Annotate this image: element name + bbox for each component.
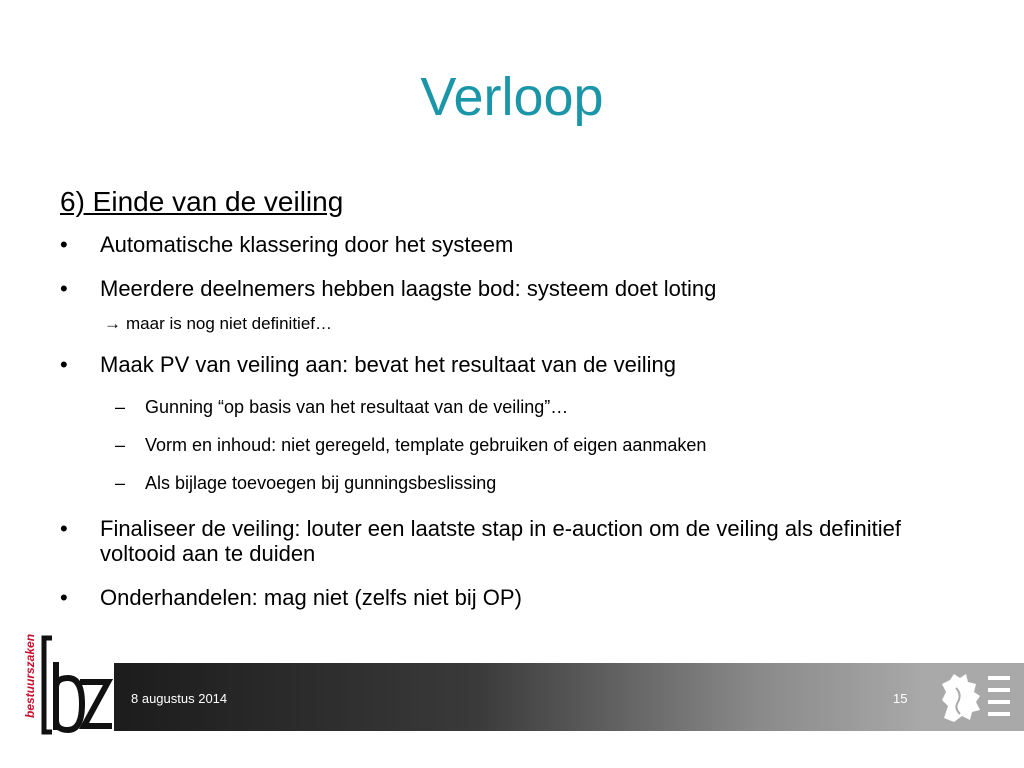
section-heading: 6) Einde van de veiling (60, 186, 344, 217)
bullet-item (60, 585, 960, 610)
slide-content (60, 182, 960, 629)
bullet-marker: • (60, 516, 68, 541)
sub-item-text: Als bijlage toevoegen bij gunningsbeslissing (145, 473, 497, 493)
sub-item-text: Gunning “op basis van het resultaat van de veiling”… (145, 397, 569, 417)
sub-item (60, 434, 960, 456)
bullet-item (60, 276, 960, 301)
bestuurszaken-logo-text: bestuurszaken (23, 633, 37, 718)
bullet-marker: • (60, 352, 68, 377)
sub-item-text: Vorm en inhoud: niet geregeld, template gebruiken of eigen aanmaken (145, 435, 707, 455)
dash-marker: – (115, 473, 126, 493)
bullet-item (60, 232, 960, 257)
bullet-text: Onderhandelen: mag niet (zelfs niet bij OP) (100, 585, 522, 610)
arrow-right-icon: → (104, 314, 121, 333)
bullet-text: Meerdere deelnemers hebben laagste bod: systeem doet loting (100, 276, 717, 301)
bullet-text: Maak PV van veiling aan: bevat het resultaat van de veiling (100, 352, 677, 377)
sub-item (60, 396, 960, 418)
dash-marker: – (115, 435, 126, 455)
slide-title: Verloop (420, 67, 604, 127)
bullet-text: Finaliseer de veiling: louter een laatste stap in e-auction om de veiling als definitief voltooid aan te duiden (100, 516, 902, 566)
bullet-marker: • (60, 232, 68, 257)
arrow-item (60, 313, 960, 335)
dash-marker: – (115, 397, 126, 417)
arrow-item-text: maar is nog niet definitief… (126, 314, 332, 333)
bullet-marker: • (60, 585, 68, 610)
bullet-marker: • (60, 276, 68, 301)
bullet-item (60, 352, 960, 377)
bz-logo-icon (18, 632, 114, 736)
footer-bar (114, 663, 920, 731)
page-number: 15 (893, 691, 908, 706)
bullet-text: Automatische klassering door het systeem (100, 232, 514, 257)
footer-date: 8 augustus 2014 (131, 691, 228, 706)
flemish-lion-icon (936, 670, 1016, 726)
bullet-item (60, 516, 960, 566)
sub-item (60, 472, 960, 494)
